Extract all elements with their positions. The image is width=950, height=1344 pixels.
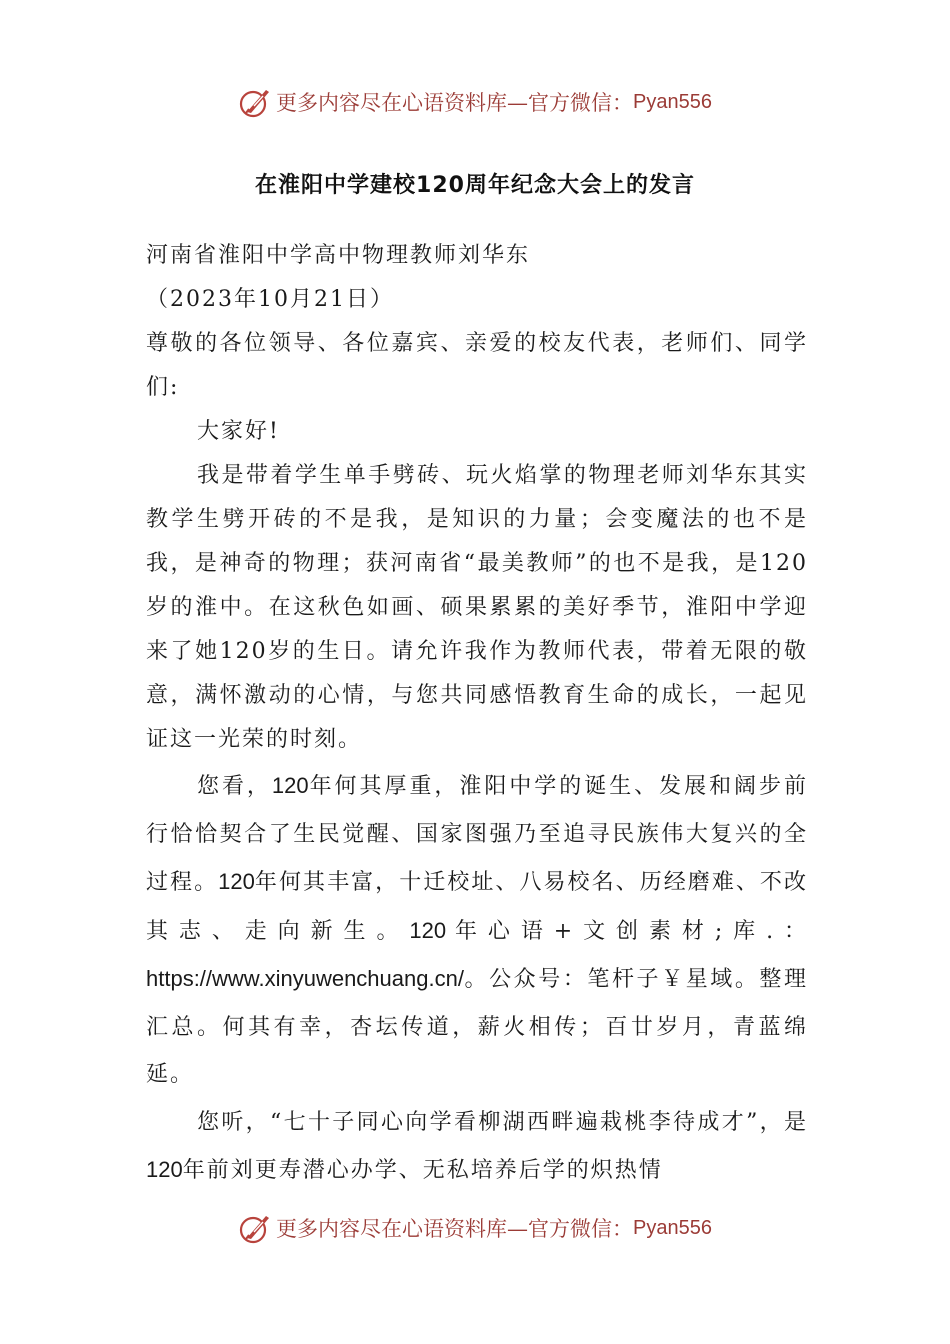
paragraph-2-number: 120 <box>409 917 447 943</box>
watermark-wechat-id: Pyan556 <box>633 90 712 113</box>
paragraph-3-text: 您听，“七十子同心向学看柳湖西畔遍栽桃李待成才”，是 <box>197 1109 808 1135</box>
paragraph-2 <box>146 762 808 1099</box>
paragraph-3 <box>146 1099 808 1195</box>
header-watermark <box>0 82 950 122</box>
watermark-text: 更多内容尽在心语资料库—官方微信： <box>276 91 634 115</box>
paragraph-1: 我是带着学生单手劈砖、玩火焰掌的物理老师刘华东其实教学生劈开砖的不是我，是知识的力量；会变魔法的也不是我，是神奇的物理；获河南省“最美教师”的也不是我，是120岁的淮中。在这秋色如画、硕果累累的美好季节，淮阳中学迎来了她120岁的生日。请允许我作为教师代表，带着无限的敬意，满怀激动的心情，与您共同感悟教育生命的成长，一起见证这一光荣的时刻。 <box>146 463 808 752</box>
footer-watermark <box>0 1208 950 1248</box>
salutation: 尊敬的各位领导、各位嘉宾、亲爱的校友代表，老师们、同学们: <box>146 331 808 400</box>
paragraph-2-number: 120 <box>218 869 255 894</box>
paragraph-2-text: 年心语+文创素材;库.： <box>446 918 808 944</box>
paragraph-2-url: https://www.xinyuwenchuang.cn/ <box>146 966 464 991</box>
paragraph-2-text: 年何其厚重，淮阳中学的诞生、发展和阔步前行恰恰契合了生民觉醒、国家图强乃至追寻民族伟大复兴的全过程。 <box>146 774 808 895</box>
paragraph-3-text: 年前刘更寿潜心办学、无私培养后学的炽热情 <box>182 1158 663 1183</box>
paragraph-2-text: 年何其丰富，十迁校址、八易校名、历经磨难、不改其志、走向新生。 <box>146 870 808 944</box>
paragraph-3-number: 120 <box>146 1157 183 1182</box>
paragraph-2-text: 您看， <box>197 774 272 799</box>
watermark-text: 更多内容尽在心语资料库—官方微信： <box>276 1217 634 1241</box>
date-line: （2023年10月21日） <box>146 287 394 312</box>
quill-logo-icon <box>238 1211 272 1245</box>
document-title: 在淮阳中学建校120周年纪念大会上的发言 <box>255 173 695 198</box>
quill-logo-icon <box>238 85 272 119</box>
paragraph-2-text: 。公众号：笔杆子￥星域。整理汇总。何其有幸，杏坛传道，薪火相传；百廿岁月，青蓝绵延。 <box>146 967 808 1087</box>
greeting: 大家好! <box>197 419 280 444</box>
paragraph-2-number: 120 <box>271 773 309 798</box>
document-body <box>146 234 808 1195</box>
author-line: 河南省淮阳中学高中物理教师刘华东 <box>146 243 531 268</box>
watermark-wechat-id: Pyan556 <box>633 1216 712 1239</box>
